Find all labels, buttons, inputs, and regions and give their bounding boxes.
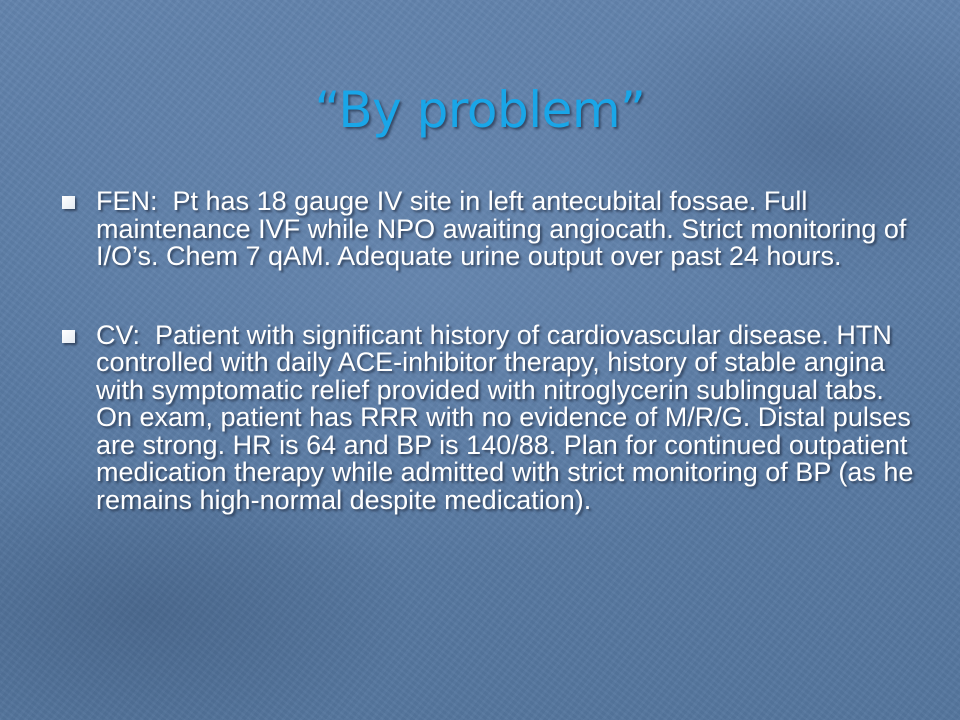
bullet-heading: FEN: (96, 186, 158, 216)
bullet-text: Patient with significant history of cardiovascular disease. HTN controlled with daily ACE-inhibitor therapy, history of stable angina with symptomatic relief provided with nitroglycerin sublingual tabs. On exam, patient has RRR with no evidence of M/R/G. Distal pulses are strong. HR is 64 and BP is 140/88. Plan for continued outpatient medication therapy while admitted with strict monitoring of BP (as he remains high-normal despite medication). (96, 319, 914, 515)
bullet-text: Pt has 18 gauge IV site in left antecubital fossae. Full maintenance IVF while NPO awaiting angiocath. Strict monitoring of I/O’s. Chem 7 qAM. Adequate urine output over past 24 hours. (96, 186, 907, 271)
bullet-list (60, 188, 920, 565)
slide-title: “By problem” (314, 81, 646, 139)
bullet-item-cv (60, 319, 920, 515)
bullet-heading: CV: (96, 319, 141, 350)
square-bullet-icon (62, 330, 75, 343)
square-bullet-icon (62, 196, 75, 209)
bullet-item-fen (60, 188, 920, 271)
